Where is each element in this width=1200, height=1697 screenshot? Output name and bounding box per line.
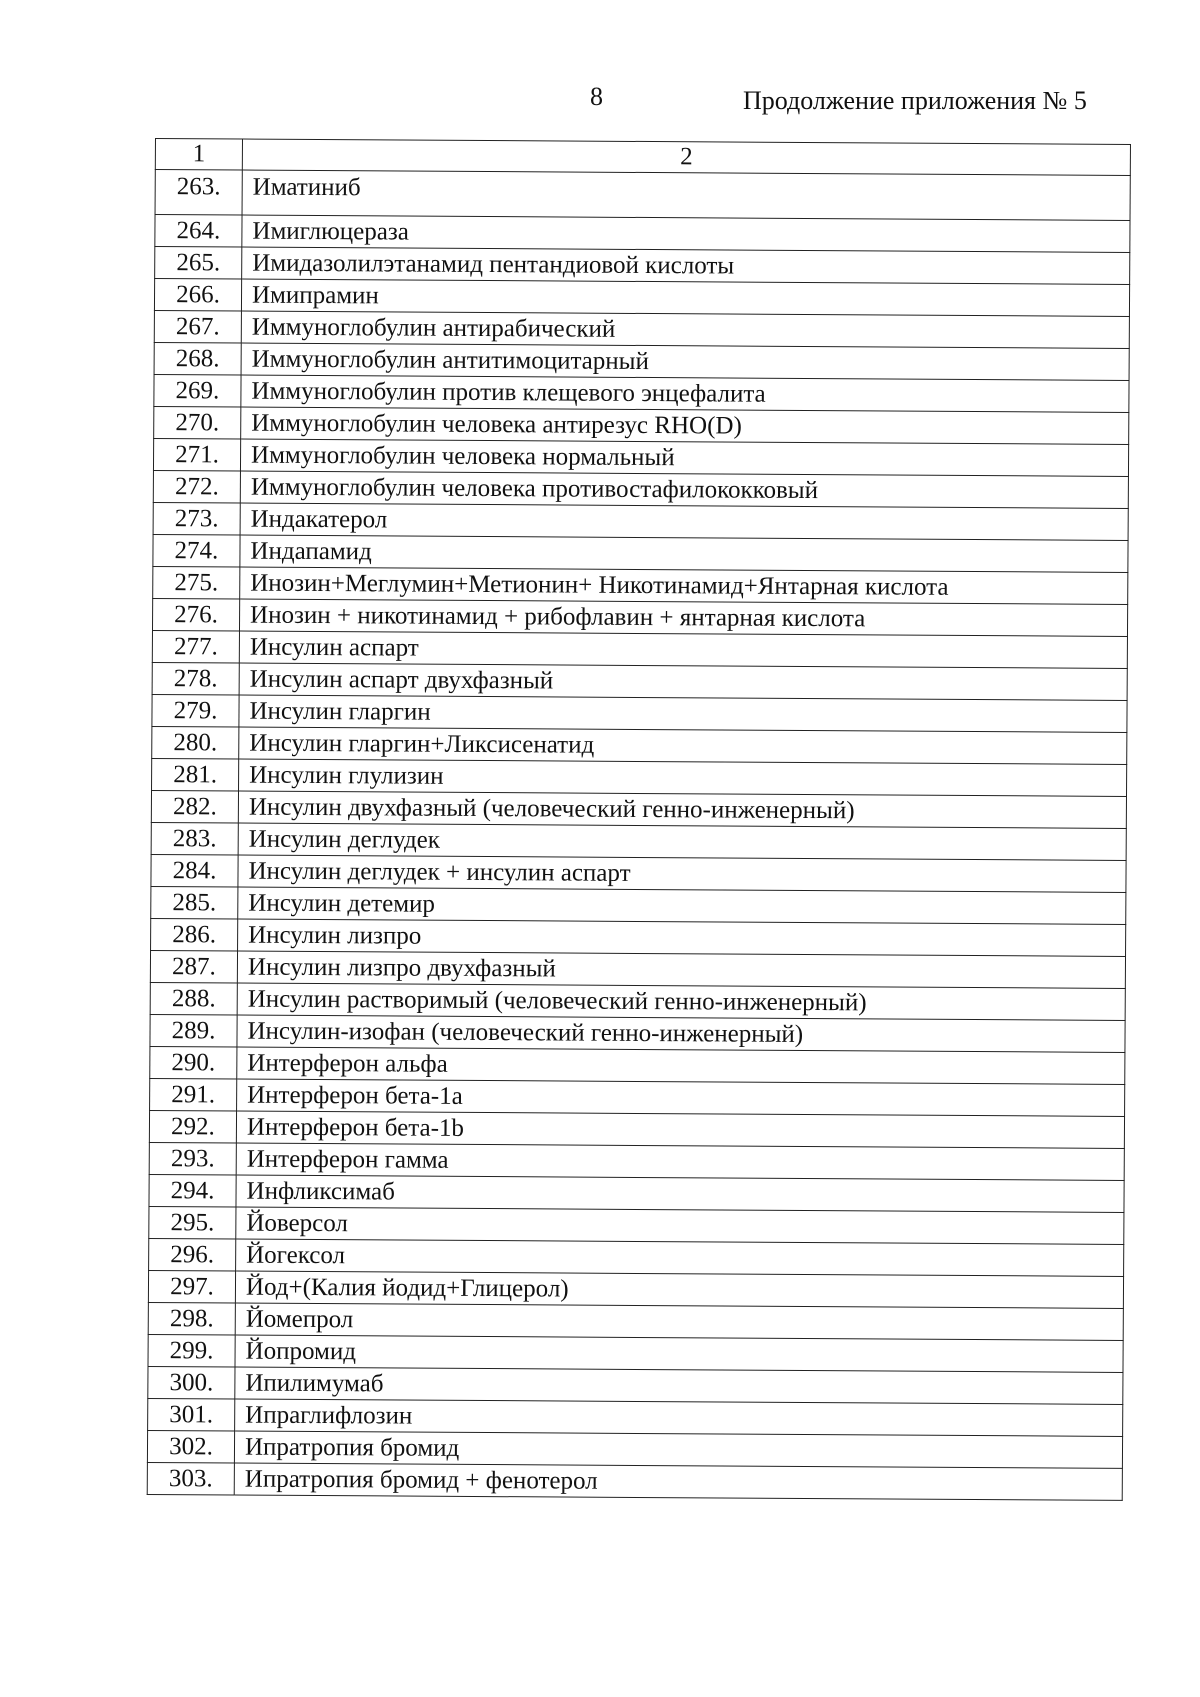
row-number-cell: 276. bbox=[152, 598, 239, 631]
row-number-cell: 264. bbox=[155, 215, 242, 248]
column-header-number: 1 bbox=[155, 139, 242, 171]
row-number-cell: 273. bbox=[153, 502, 240, 535]
drug-name-cell: Инсулин деглудек bbox=[238, 823, 1126, 860]
appendix-continuation-title: Продолжение приложения № 5 bbox=[743, 86, 1087, 115]
drug-name-cell: Йод+(Калия йодид+Глицерол) bbox=[235, 1271, 1123, 1308]
row-number-cell: 278. bbox=[152, 662, 239, 695]
row-number-cell: 289. bbox=[150, 1014, 237, 1047]
row-number-cell: 279. bbox=[152, 694, 239, 727]
drug-name-cell: Иммуноглобулин человека нормальный bbox=[240, 439, 1128, 476]
drug-name-cell: Инсулин деглудек + инсулин аспарт bbox=[238, 855, 1126, 892]
row-number-cell: 272. bbox=[153, 470, 240, 503]
row-number-cell: 294. bbox=[149, 1174, 236, 1207]
drug-name-cell: Инсулин глулизин bbox=[239, 759, 1127, 796]
row-number-cell: 292. bbox=[149, 1110, 236, 1143]
row-number-cell: 296. bbox=[149, 1238, 236, 1271]
row-number-cell: 302. bbox=[147, 1430, 234, 1463]
drug-name-cell: Интерферон гамма bbox=[236, 1143, 1124, 1180]
drug-name-cell: Имипрамин bbox=[241, 279, 1129, 316]
drug-name-cell: Иммуноглобулин против клещевого энцефалита bbox=[241, 375, 1129, 412]
row-number-cell: 277. bbox=[152, 630, 239, 663]
row-number-cell: 271. bbox=[153, 438, 240, 471]
row-number-cell: 267. bbox=[154, 310, 241, 343]
row-number-cell: 285. bbox=[151, 886, 238, 919]
drug-name-cell: Инсулин гларгин+Ликсисенатид bbox=[239, 727, 1127, 764]
drug-name-cell: Инсулин двухфазный (человеческий генно-инженерный) bbox=[238, 791, 1126, 828]
drug-name-cell: Иммуноглобулин антирабический bbox=[241, 311, 1129, 348]
drug-name-cell: Инозин+Меглумин+Метионин+ Никотинамид+Янтарная кислота bbox=[240, 567, 1128, 604]
row-number-cell: 269. bbox=[154, 374, 241, 407]
page-header bbox=[0, 82, 1200, 122]
drug-name-cell: Ипраглифлозин bbox=[235, 1399, 1123, 1436]
drug-name-cell: Инозин + никотинамид + рибофлавин + янтарная кислота bbox=[239, 599, 1127, 636]
row-number-cell: 303. bbox=[147, 1462, 234, 1495]
drug-name-cell: Инсулин растворимый (человеческий генно-инженерный) bbox=[237, 983, 1125, 1020]
drug-name-cell: Ипилимумаб bbox=[235, 1367, 1123, 1404]
row-number-cell: 295. bbox=[149, 1206, 236, 1239]
drug-name-cell: Йопромид bbox=[235, 1335, 1123, 1372]
drug-name-cell: Инсулин лизпро двухфазный bbox=[237, 951, 1125, 988]
table-row bbox=[155, 170, 1130, 221]
drug-list-table bbox=[147, 138, 1131, 1501]
row-number-cell: 266. bbox=[154, 279, 241, 312]
row-number-cell: 300. bbox=[148, 1366, 235, 1399]
row-number-cell: 298. bbox=[148, 1302, 235, 1335]
page-number: 8 bbox=[590, 82, 603, 111]
drug-name-cell: Инсулин аспарт bbox=[239, 631, 1127, 668]
row-number-cell: 301. bbox=[148, 1398, 235, 1431]
drug-name-cell: Инсулин детемир bbox=[238, 887, 1126, 924]
row-number-cell: 282. bbox=[151, 790, 238, 823]
row-number-cell: 275. bbox=[153, 566, 240, 599]
row-number-cell: 265. bbox=[155, 247, 242, 280]
row-number-cell: 287. bbox=[150, 950, 237, 983]
row-number-cell: 274. bbox=[153, 534, 240, 567]
row-number-cell: 293. bbox=[149, 1142, 236, 1175]
drug-name-cell: Ипратропия бромид + фенотерол bbox=[234, 1463, 1122, 1500]
row-number-cell: 284. bbox=[151, 854, 238, 887]
drug-name-cell: Иммуноглобулин антитимоцитарный bbox=[241, 343, 1129, 380]
row-number-cell: 281. bbox=[152, 758, 239, 791]
drug-name-cell: Иммуноглобулин человека противостафилококковый bbox=[240, 471, 1128, 508]
drug-name-cell: Инсулин-изофан (человеческий генно-инженерный) bbox=[237, 1015, 1125, 1052]
table-body bbox=[147, 170, 1130, 1501]
drug-name-cell: Инфликсимаб bbox=[236, 1175, 1124, 1212]
row-number-cell: 288. bbox=[150, 982, 237, 1015]
drug-name-cell: Индапамид bbox=[240, 535, 1128, 572]
row-number-cell: 297. bbox=[148, 1270, 235, 1303]
drug-name-cell: Иммуноглобулин человека антирезус RHO(D) bbox=[241, 407, 1129, 444]
drug-name-cell: Интерферон бета-1а bbox=[237, 1079, 1125, 1116]
row-number-cell: 290. bbox=[150, 1046, 237, 1079]
drug-name-cell: Иматиниб bbox=[242, 170, 1130, 220]
row-number-cell: 268. bbox=[154, 342, 241, 375]
column-header-name: 2 bbox=[242, 139, 1130, 175]
row-number-cell: 283. bbox=[151, 822, 238, 855]
row-number-cell: 270. bbox=[154, 406, 241, 439]
drug-name-cell: Йомепрол bbox=[235, 1303, 1123, 1340]
row-number-cell: 291. bbox=[150, 1078, 237, 1111]
row-number-cell: 286. bbox=[151, 918, 238, 951]
row-number-cell: 299. bbox=[148, 1334, 235, 1367]
row-number-cell: 263. bbox=[155, 170, 242, 216]
drug-name-cell: Индакатерол bbox=[240, 503, 1128, 540]
drug-name-cell: Ипратропия бромид bbox=[234, 1431, 1122, 1468]
row-number-cell: 280. bbox=[152, 726, 239, 759]
drug-name-cell: Инсулин аспарт двухфазный bbox=[239, 663, 1127, 700]
drug-list-table-container bbox=[147, 138, 1130, 1501]
drug-name-cell: Инсулин гларгин bbox=[239, 695, 1127, 732]
drug-name-cell: Инсулин лизпро bbox=[238, 919, 1126, 956]
drug-name-cell: Йогексол bbox=[236, 1239, 1124, 1276]
drug-name-cell: Интерферон бета-1b bbox=[236, 1111, 1124, 1148]
table-row bbox=[147, 1462, 1122, 1500]
drug-name-cell: Имидазолилэтанамид пентандиовой кислоты bbox=[242, 247, 1130, 284]
drug-name-cell: Йоверсол bbox=[236, 1207, 1124, 1244]
drug-name-cell: Интерферон альфа bbox=[237, 1047, 1125, 1084]
drug-name-cell: Имиглюцераза bbox=[242, 215, 1130, 252]
